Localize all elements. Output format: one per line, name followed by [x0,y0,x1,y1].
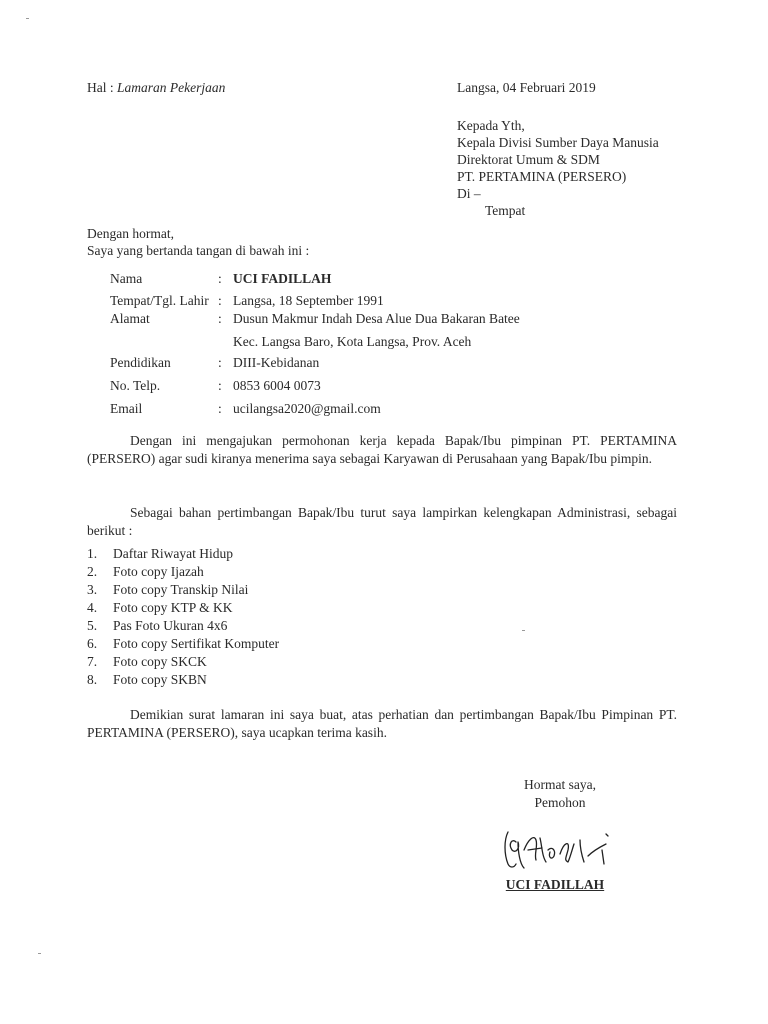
recipient-line: Di – [457,186,481,201]
letter-date: Langsa, 04 Februari 2019 [457,80,596,95]
info-colon: : [218,355,222,370]
scan-speck [38,953,41,954]
list-text: Foto copy Sertifikat Komputer [113,636,280,651]
info-colon: : [218,271,222,286]
list-text: Foto copy SKBN [113,672,207,687]
closing-block [500,776,620,812]
recipient-line: Kepala Divisi Sumber Daya Manusia [457,135,659,150]
applicant-email: ucilangsa2020@gmail.com [233,401,381,416]
applicant-address [233,310,520,350]
scan-speck [26,18,29,19]
address-line-2: Kec. Langsa Baro, Kota Langsa, Prov. Aceh [233,333,472,349]
subject-line [87,79,225,97]
regards-text: Hormat saya, [524,777,596,792]
list-number: 6. [87,636,98,651]
info-colon: : [218,311,222,326]
applicant-phone: 0853 6004 0073 [233,378,321,393]
closing-paragraph: Demikian surat lamaran ini saya buat, atas perhatian dan pertimbangan Bapak/Ibu Pimpinan PT. PERTAMINA (PERSERO), saya ucapkan terima kasih. [87,707,677,740]
applicant-birth: Langsa, 18 September 1991 [233,293,384,308]
list-number: 8. [87,672,98,687]
list-text: Foto copy Transkip Nilai [113,582,249,597]
greeting [87,225,309,259]
recipient-line: Direktorat Umum & SDM [457,152,600,167]
signature-image [494,820,624,878]
info-label: Nama [110,271,143,286]
subject-value: Lamaran Pekerjaan [117,80,226,95]
info-label: Tempat/Tgl. Lahir [110,293,209,308]
role-text: Pemohon [534,795,586,810]
list-text: Foto copy SKCK [113,654,207,669]
info-label: No. Telp. [110,378,161,393]
list-text: Foto copy Ijazah [113,564,204,579]
info-label: Alamat [110,311,150,326]
recipient-line: Tempat [485,203,526,218]
info-label: Pendidikan [110,355,171,370]
list-number: 2. [87,564,98,579]
applicant-name: UCI FADILLAH [233,271,332,286]
signer-name: UCI FADILLAH [505,877,605,892]
recipient-block [457,117,659,219]
list-number: 4. [87,600,98,615]
subject-label: Hal : [87,80,114,95]
scan-speck [522,630,525,631]
list-number: 1. [87,546,98,561]
body-paragraph-1: Dengan ini mengajukan permohonan kerja kepada Bapak/Ibu pimpinan PT. PERTAMINA (PERSERO) agar sudi kiranya menerima saya sebagai Karyawan di Perusahaan yang Bapak/Ibu pimpin. [87,433,677,466]
info-label: Email [110,401,143,416]
list-number: 5. [87,618,98,633]
recipient-line: PT. PERTAMINA (PERSERO) [457,169,627,184]
intro-line: Saya yang bertanda tangan di bawah ini : [87,243,310,258]
applicant-education: DIII-Kebidanan [233,355,320,370]
list-text: Foto copy KTP & KK [113,600,233,615]
list-text: Daftar Riwayat Hidup [113,546,233,561]
recipient-line: Kepada Yth, [457,118,525,133]
salutation: Dengan hormat, [87,226,174,241]
address-line-1: Dusun Makmur Indah Desa Alue Dua Bakaran Batee [233,311,520,326]
list-text: Pas Foto Ukuran 4x6 [113,618,228,633]
body-paragraph-2: Sebagai bahan pertimbangan Bapak/Ibu turut saya lampirkan kelengkapan Administrasi, sebagai berikut : [87,505,677,538]
list-number: 3. [87,582,98,597]
list-number: 7. [87,654,98,669]
info-colon: : [218,378,222,393]
info-colon: : [218,401,222,416]
info-colon: : [218,293,222,308]
